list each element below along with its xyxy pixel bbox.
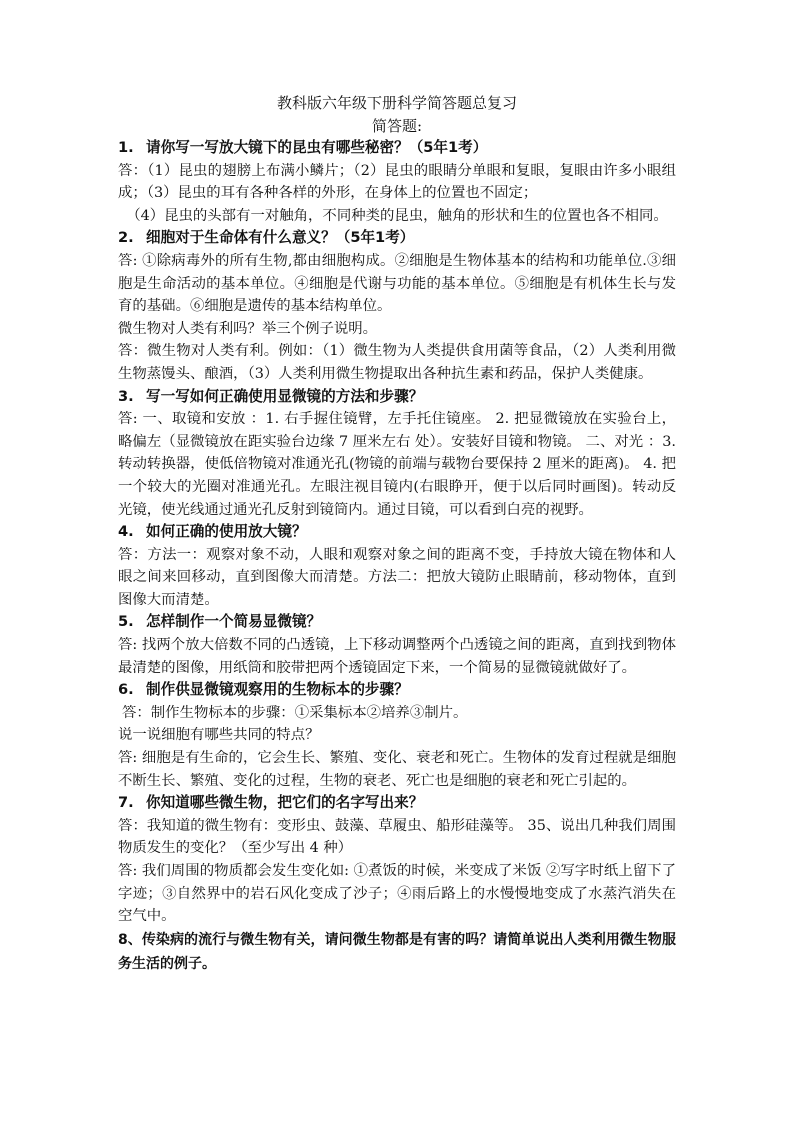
question-text: 请你写一写放大镜下的昆虫有哪些秘密？（5年1考） xyxy=(146,139,488,156)
question-2 xyxy=(118,227,676,250)
question-text: 你知道哪些微生物，把它们的名字写出来？ xyxy=(146,794,424,812)
answer-5: 答: 找两个放大倍数不同的凸透镜，上下移动调整两个凸透镜之间的距离，直到找到物体最清楚的图像，用纸筒和胶带把两个透镜固定下来，一个简易的显微镜就做好了。 xyxy=(118,637,676,676)
question-8: 8、传染病的流行与微生物有关，请问微生物都是有害的吗？请简单说出人类利用微生物服务生活的例子。 xyxy=(118,931,676,972)
question-text: 细胞对于生命体有什么意义？（5年1考） xyxy=(146,229,415,247)
answer-6: 答：制作生物标本的步骤：①采集标本②培养③制片。 xyxy=(122,704,468,721)
answer-7: 答：我知道的微生物有：变形虫、鼓藻、草履虫、船形硅藻等。 35、说出几种我们周围物质发生的变化？（至少写出 4 种） xyxy=(118,817,676,857)
question-number: 5. xyxy=(118,613,134,631)
answer-2: 答: ①除病毒外的所有生物,都由细胞构成。②细胞是生物体基本的结构和功能单位.③细胞是生命活动的基本单位。④细胞是代谢与功能的基本单位。⑤细胞是有机体生长与发育的基础。⑥细胞是遗传的基本结构单位。 xyxy=(118,252,676,315)
question-number: 1. xyxy=(118,139,134,156)
question-number: 7. xyxy=(118,794,134,812)
question-number: 3. xyxy=(118,387,134,405)
question-number: 6. xyxy=(118,681,134,699)
question-5 xyxy=(118,611,676,634)
question-6 xyxy=(118,679,676,702)
question-1 xyxy=(118,137,676,160)
answer-1-continued: （4）昆虫的头部有一对触角，不同种类的昆虫，触角的形状和生的位置也各不相同。 xyxy=(126,207,668,224)
question-number: 4. xyxy=(118,523,134,541)
extra-question: 微生物对人类有利吗？举三个例子说明。 xyxy=(118,320,378,337)
question-text: 怎样制作一个简易显微镜？ xyxy=(146,613,322,631)
question-text: 如何正确的使用放大镜？ xyxy=(146,523,307,541)
section-subtitle: 简答题: xyxy=(371,117,423,135)
extra-answer: 答: 细胞是有生命的，它会生长、繁殖、变化、衰老和死亡。生物体的发育过程就是细胞不断生长、繁殖、变化的过程，生物的衰老、死亡也是细胞的衰老和死亡引起的。 xyxy=(118,750,676,789)
answer-1: 答：（1）昆虫的翅膀上布满小鳞片；（2）昆虫的眼睛分单眼和复眼，复眼由许多小眼组成；（3）昆虫的耳有各种各样的外形，在身体上的位置也不固定； xyxy=(118,162,676,202)
answer-4: 答：方法一：观察对象不动，人眼和观察对象之间的距离不变，手持放大镜在物体和人眼之间来回移动，直到图像大而清楚。方法二：把放大镜防止眼睛前，移动物体，直到图像大而清楚。 xyxy=(118,546,676,608)
question-text: 制作供显微镜观察用的生物标本的步骤？ xyxy=(146,681,409,699)
question-7 xyxy=(118,792,676,815)
question-3 xyxy=(118,386,676,409)
extra-question: 说一说细胞有哪些共同的特点？ xyxy=(118,727,320,744)
question-text: 写一写如何正确使用显微镜的方法和步骤？ xyxy=(146,387,424,405)
page-title: 教科版六年级下册科学简答题总复习 xyxy=(276,94,517,112)
extra-answer: 答：微生物对人类有利。例如：（1）微生物为人类提供食用菌等食品，（2）人类利用微生物蒸馒头、酿酒，（3）人类利用微生物提取出各种抗生素和药品，保护人类健康。 xyxy=(118,343,676,382)
extra-answer: 答: 我们周围的物质都会发生变化如: ①煮饭的时候，米变成了米饭 ②写字时纸上留下了字迹；③自然界中的岩石风化变成了沙子；④雨后路上的水慢慢地变成了水蒸汽消失在空气中。 xyxy=(118,863,676,925)
answer-3: 答: 一、取镜和安放 ：1. 右手握住镜臂，左手托住镜座。 2. 把显微镜放在实验台上，略偏左（显微镜放在距实验台边缘 7 厘米左右 处）。安装好目镜和物镜。 二、对光 ：3. 转动转换器，使低倍物镜对准通光孔(物镜的前端与载物台要保持 2 厘米的距离)。 4. 把一个较大的光圈对准通光孔。左眼注视目镜内(右眼睁开，便于以后同时画图)。转动反光镜，使光线通过通光孔反射到镜筒内。通过目镜，可以看到白亮的视野。 xyxy=(118,411,676,518)
question-number: 2. xyxy=(118,229,134,247)
question-4 xyxy=(118,521,676,544)
